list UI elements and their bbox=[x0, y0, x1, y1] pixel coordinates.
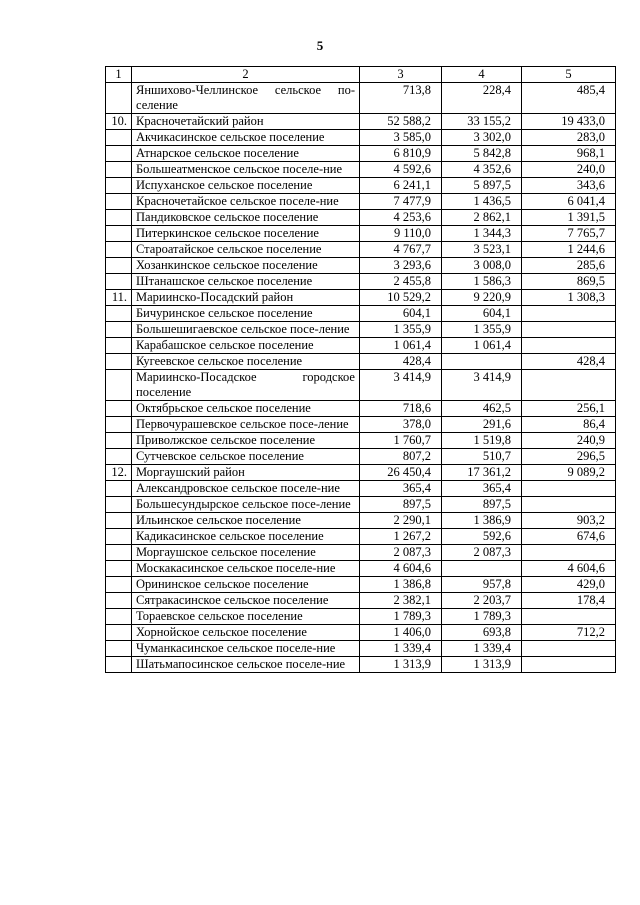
settlement-name: Кугеевское сельское поселение bbox=[132, 354, 360, 370]
table-row bbox=[106, 130, 616, 146]
table-row bbox=[106, 657, 616, 673]
value-col3: 9 110,0 bbox=[360, 226, 442, 242]
table-row bbox=[106, 226, 616, 242]
value-col3: 1 313,9 bbox=[360, 657, 442, 673]
table-row bbox=[106, 641, 616, 657]
value-col5 bbox=[522, 657, 616, 673]
value-col3: 897,5 bbox=[360, 497, 442, 513]
value-col3: 2 455,8 bbox=[360, 274, 442, 290]
row-number bbox=[106, 593, 132, 609]
table-row bbox=[106, 370, 616, 401]
table-row bbox=[106, 513, 616, 529]
value-col5: 869,5 bbox=[522, 274, 616, 290]
table-row bbox=[106, 593, 616, 609]
value-col3: 1 267,2 bbox=[360, 529, 442, 545]
row-number bbox=[106, 657, 132, 673]
settlement-name: Шатьмапосинское сельское поселе-ние bbox=[132, 657, 360, 673]
value-col4 bbox=[442, 354, 522, 370]
value-col3: 604,1 bbox=[360, 306, 442, 322]
row-number: 11. bbox=[106, 290, 132, 306]
value-col4: 1 061,4 bbox=[442, 338, 522, 354]
value-col4: 1 355,9 bbox=[442, 322, 522, 338]
table-row bbox=[106, 577, 616, 593]
settlement-name: Александровское сельское поселе-ние bbox=[132, 481, 360, 497]
value-col4: 4 352,6 bbox=[442, 162, 522, 178]
settlement-name: Ильинское сельское поселение bbox=[132, 513, 360, 529]
value-col5 bbox=[522, 609, 616, 625]
value-col5: 674,6 bbox=[522, 529, 616, 545]
value-col5: 429,0 bbox=[522, 577, 616, 593]
settlement-name: Октябрьское сельское поселение bbox=[132, 401, 360, 417]
value-col4: 897,5 bbox=[442, 497, 522, 513]
settlement-name: Тораевское сельское поселение bbox=[132, 609, 360, 625]
settlement-name: Первочурашевское сельское посе-ление bbox=[132, 417, 360, 433]
row-number bbox=[106, 194, 132, 210]
value-col5 bbox=[522, 497, 616, 513]
table-row bbox=[106, 290, 616, 306]
value-col3: 3 585,0 bbox=[360, 130, 442, 146]
value-col3: 1 386,8 bbox=[360, 577, 442, 593]
value-col4: 33 155,2 bbox=[442, 114, 522, 130]
row-number bbox=[106, 274, 132, 290]
settlement-name: Пандиковское сельское поселение bbox=[132, 210, 360, 226]
settlement-name: Староатайское сельское поселение bbox=[132, 242, 360, 258]
row-number bbox=[106, 417, 132, 433]
value-col5: 343,6 bbox=[522, 178, 616, 194]
row-number bbox=[106, 338, 132, 354]
value-col4: 3 008,0 bbox=[442, 258, 522, 274]
value-col4: 1 313,9 bbox=[442, 657, 522, 673]
value-col5 bbox=[522, 322, 616, 338]
value-col5 bbox=[522, 641, 616, 657]
settlement-name: Хорнойское сельское поселение bbox=[132, 625, 360, 641]
value-col3: 1 061,4 bbox=[360, 338, 442, 354]
settlement-name: Мариинско-Посадский район bbox=[132, 290, 360, 306]
value-col5: 4 604,6 bbox=[522, 561, 616, 577]
settlement-name: Сятракасинское сельское поселение bbox=[132, 593, 360, 609]
value-col3: 6 810,9 bbox=[360, 146, 442, 162]
table-row bbox=[106, 338, 616, 354]
value-col3: 4 592,6 bbox=[360, 162, 442, 178]
value-col4: 1 586,3 bbox=[442, 274, 522, 290]
value-col5 bbox=[522, 370, 616, 401]
row-number bbox=[106, 322, 132, 338]
value-col4: 1 339,4 bbox=[442, 641, 522, 657]
value-col5: 240,0 bbox=[522, 162, 616, 178]
value-col3: 2 290,1 bbox=[360, 513, 442, 529]
table-row bbox=[106, 258, 616, 274]
row-number bbox=[106, 449, 132, 465]
value-col3: 713,8 bbox=[360, 83, 442, 114]
value-col4: 604,1 bbox=[442, 306, 522, 322]
value-col5: 178,4 bbox=[522, 593, 616, 609]
header-cell: 3 bbox=[360, 67, 442, 83]
settlement-name: Красночетайское сельское поселе-ние bbox=[132, 194, 360, 210]
value-col4: 2 862,1 bbox=[442, 210, 522, 226]
page-number: 5 bbox=[316, 38, 324, 53]
row-number bbox=[106, 146, 132, 162]
value-col5: 7 765,7 bbox=[522, 226, 616, 242]
row-number bbox=[106, 609, 132, 625]
row-number bbox=[106, 242, 132, 258]
row-number bbox=[106, 162, 132, 178]
value-col3: 6 241,1 bbox=[360, 178, 442, 194]
table-row bbox=[106, 545, 616, 561]
row-number bbox=[106, 561, 132, 577]
row-number bbox=[106, 306, 132, 322]
row-number bbox=[106, 258, 132, 274]
value-col5: 86,4 bbox=[522, 417, 616, 433]
value-col5: 428,4 bbox=[522, 354, 616, 370]
value-col3: 807,2 bbox=[360, 449, 442, 465]
table-row bbox=[106, 178, 616, 194]
settlement-name: Большеатменское сельское поселе-ние bbox=[132, 162, 360, 178]
value-col3: 1 789,3 bbox=[360, 609, 442, 625]
table-row bbox=[106, 114, 616, 130]
table-row bbox=[106, 529, 616, 545]
table-row bbox=[106, 401, 616, 417]
settlement-name: Атнарское сельское поселение bbox=[132, 146, 360, 162]
table-row bbox=[106, 146, 616, 162]
row-number: 10. bbox=[106, 114, 132, 130]
value-col5: 1 391,5 bbox=[522, 210, 616, 226]
row-number bbox=[106, 497, 132, 513]
settlement-name: Красночетайский район bbox=[132, 114, 360, 130]
table-row bbox=[106, 497, 616, 513]
row-number bbox=[106, 481, 132, 497]
table-row bbox=[106, 625, 616, 641]
table-row bbox=[106, 354, 616, 370]
table-row bbox=[106, 481, 616, 497]
settlement-name: Карабашское сельское поселение bbox=[132, 338, 360, 354]
value-col5: 1 308,3 bbox=[522, 290, 616, 306]
settlement-name: Испуханское сельское поселение bbox=[132, 178, 360, 194]
value-col4: 592,6 bbox=[442, 529, 522, 545]
settlement-name: Сутчевское сельское поселение bbox=[132, 449, 360, 465]
table-row bbox=[106, 433, 616, 449]
settlement-name: Бичуринское сельское поселение bbox=[132, 306, 360, 322]
value-col4: 2 087,3 bbox=[442, 545, 522, 561]
budget-table bbox=[105, 66, 616, 673]
value-col3: 378,0 bbox=[360, 417, 442, 433]
row-number bbox=[106, 433, 132, 449]
table-row bbox=[106, 210, 616, 226]
value-col4: 17 361,2 bbox=[442, 465, 522, 481]
value-col4: 1 519,8 bbox=[442, 433, 522, 449]
value-col3: 1 406,0 bbox=[360, 625, 442, 641]
row-number bbox=[106, 130, 132, 146]
value-col5: 19 433,0 bbox=[522, 114, 616, 130]
value-col3: 52 588,2 bbox=[360, 114, 442, 130]
value-col4: 365,4 bbox=[442, 481, 522, 497]
settlement-name: Моргаушское сельское поселение bbox=[132, 545, 360, 561]
row-number: 12. bbox=[106, 465, 132, 481]
value-col3: 428,4 bbox=[360, 354, 442, 370]
table-row bbox=[106, 194, 616, 210]
value-col4: 3 523,1 bbox=[442, 242, 522, 258]
value-col3: 4 604,6 bbox=[360, 561, 442, 577]
value-col5: 903,2 bbox=[522, 513, 616, 529]
value-col3: 1 760,7 bbox=[360, 433, 442, 449]
value-col4: 2 203,7 bbox=[442, 593, 522, 609]
value-col4: 957,8 bbox=[442, 577, 522, 593]
value-col5: 9 089,2 bbox=[522, 465, 616, 481]
value-col3: 3 414,9 bbox=[360, 370, 442, 401]
header-cell: 2 bbox=[132, 67, 360, 83]
table-row bbox=[106, 274, 616, 290]
value-col5 bbox=[522, 481, 616, 497]
header-cell: 4 bbox=[442, 67, 522, 83]
header-cell: 1 bbox=[106, 67, 132, 83]
value-col4: 5 897,5 bbox=[442, 178, 522, 194]
value-col5: 6 041,4 bbox=[522, 194, 616, 210]
table-row bbox=[106, 609, 616, 625]
value-col4: 5 842,8 bbox=[442, 146, 522, 162]
value-col4: 1 344,3 bbox=[442, 226, 522, 242]
table-row bbox=[106, 417, 616, 433]
value-col4: 510,7 bbox=[442, 449, 522, 465]
settlement-name: Моргаушский район bbox=[132, 465, 360, 481]
table-row bbox=[106, 322, 616, 338]
table-row bbox=[106, 162, 616, 178]
settlement-name: Штанашское сельское поселение bbox=[132, 274, 360, 290]
value-col3: 4 767,7 bbox=[360, 242, 442, 258]
value-col4: 9 220,9 bbox=[442, 290, 522, 306]
value-col4: 462,5 bbox=[442, 401, 522, 417]
row-number bbox=[106, 625, 132, 641]
value-col5: 1 244,6 bbox=[522, 242, 616, 258]
settlement-name: Яншихово-Челлинское сельское по-селение bbox=[132, 83, 360, 114]
value-col4 bbox=[442, 561, 522, 577]
settlement-name: Орининское сельское поселение bbox=[132, 577, 360, 593]
value-col3: 4 253,6 bbox=[360, 210, 442, 226]
value-col4: 3 414,9 bbox=[442, 370, 522, 401]
value-col5: 285,6 bbox=[522, 258, 616, 274]
value-col5: 283,0 bbox=[522, 130, 616, 146]
settlement-name: Хозанкинское сельское поселение bbox=[132, 258, 360, 274]
header-cell: 5 bbox=[522, 67, 616, 83]
value-col3: 2 087,3 bbox=[360, 545, 442, 561]
row-number bbox=[106, 370, 132, 401]
settlement-name: Большешигаевское сельское посе-ление bbox=[132, 322, 360, 338]
table-row bbox=[106, 83, 616, 114]
value-col5 bbox=[522, 545, 616, 561]
value-col3: 10 529,2 bbox=[360, 290, 442, 306]
settlement-name: Питеркинское сельское поселение bbox=[132, 226, 360, 242]
value-col4: 1 386,9 bbox=[442, 513, 522, 529]
row-number bbox=[106, 641, 132, 657]
row-number bbox=[106, 226, 132, 242]
value-col3: 1 339,4 bbox=[360, 641, 442, 657]
value-col4: 693,8 bbox=[442, 625, 522, 641]
value-col4: 228,4 bbox=[442, 83, 522, 114]
row-number bbox=[106, 178, 132, 194]
table-row bbox=[106, 242, 616, 258]
settlement-name: Приволжское сельское поселение bbox=[132, 433, 360, 449]
value-col4: 1 789,3 bbox=[442, 609, 522, 625]
value-col5: 256,1 bbox=[522, 401, 616, 417]
value-col5: 712,2 bbox=[522, 625, 616, 641]
value-col4: 1 436,5 bbox=[442, 194, 522, 210]
settlement-name: Москакасинское сельское поселе-ние bbox=[132, 561, 360, 577]
settlement-name: Мариинско-Посадское городское поселение bbox=[132, 370, 360, 401]
value-col5: 968,1 bbox=[522, 146, 616, 162]
row-number bbox=[106, 577, 132, 593]
table-row bbox=[106, 465, 616, 481]
value-col3: 26 450,4 bbox=[360, 465, 442, 481]
value-col5: 240,9 bbox=[522, 433, 616, 449]
row-number bbox=[106, 545, 132, 561]
value-col3: 3 293,6 bbox=[360, 258, 442, 274]
settlement-name: Большесундырское сельское посе-ление bbox=[132, 497, 360, 513]
value-col3: 365,4 bbox=[360, 481, 442, 497]
value-col5: 296,5 bbox=[522, 449, 616, 465]
settlement-name: Чуманкасинское сельское поселе-ние bbox=[132, 641, 360, 657]
table-row bbox=[106, 449, 616, 465]
row-number bbox=[106, 210, 132, 226]
value-col5: 485,4 bbox=[522, 83, 616, 114]
value-col5 bbox=[522, 338, 616, 354]
table-row bbox=[106, 561, 616, 577]
settlement-name: Акчикасинское сельское поселение bbox=[132, 130, 360, 146]
value-col3: 7 477,9 bbox=[360, 194, 442, 210]
row-number bbox=[106, 529, 132, 545]
row-number bbox=[106, 354, 132, 370]
row-number bbox=[106, 513, 132, 529]
value-col3: 2 382,1 bbox=[360, 593, 442, 609]
header-row bbox=[106, 67, 616, 83]
value-col3: 718,6 bbox=[360, 401, 442, 417]
value-col4: 3 302,0 bbox=[442, 130, 522, 146]
row-number bbox=[106, 401, 132, 417]
settlement-name: Кадикасинское сельское поселение bbox=[132, 529, 360, 545]
value-col3: 1 355,9 bbox=[360, 322, 442, 338]
table-row bbox=[106, 306, 616, 322]
value-col4: 291,6 bbox=[442, 417, 522, 433]
row-number bbox=[106, 83, 132, 114]
value-col5 bbox=[522, 306, 616, 322]
